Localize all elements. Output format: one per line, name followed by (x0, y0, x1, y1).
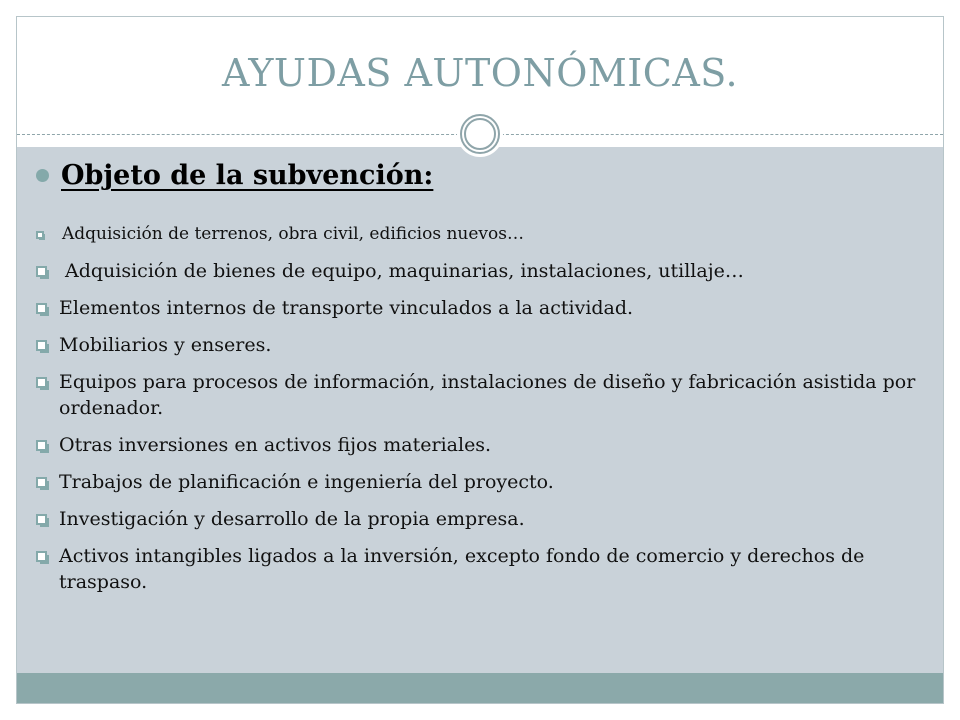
square-bullet-icon (36, 551, 47, 562)
square-bullet-icon (36, 303, 47, 314)
square-bullet-icon (36, 514, 47, 525)
list-item-text: Equipos para procesos de información, instalaciones de diseño y fabricación asistida por ordenador. (59, 371, 916, 419)
list-item (36, 221, 916, 247)
list-item-text: Investigación y desarrollo de la propia empresa. (59, 508, 525, 530)
slide-content (36, 160, 916, 606)
list-item-text: Adquisición de terrenos, obra civil, edificios nuevos… (62, 224, 524, 244)
circle-ornament-icon (457, 111, 503, 157)
list-item-text: Elementos internos de transporte vinculados a la actividad. (59, 297, 634, 319)
list-item-text: Mobiliarios y enseres. (59, 334, 272, 356)
list-item-text: Activos intangibles ligados a la inversión, excepto fondo de comercio y derechos de traspaso. (59, 545, 865, 593)
square-bullet-icon (36, 477, 47, 488)
list-item-text: Adquisición de bienes de equipo, maquinarias, instalaciones, utillaje… (65, 260, 744, 282)
list-item (36, 258, 916, 284)
list-item (36, 469, 916, 495)
list-item (36, 432, 916, 458)
square-bullet-icon (36, 231, 44, 239)
list-item (36, 295, 916, 321)
list-item (36, 369, 916, 421)
list-item (36, 543, 916, 595)
round-bullet-icon (36, 169, 49, 182)
square-bullet-icon (36, 377, 47, 388)
list-item-text: Trabajos de planificación e ingeniería del proyecto. (59, 471, 554, 493)
slide-title: AYUDAS AUTONÓMICAS. (221, 51, 739, 95)
footer-bar (17, 673, 943, 703)
square-bullet-icon (36, 340, 47, 351)
section-heading (36, 160, 916, 191)
list-item (36, 332, 916, 358)
circle-ornament-svg (459, 113, 501, 155)
list-item (36, 506, 916, 532)
square-bullet-icon (36, 440, 47, 451)
heading-text: Objeto de la subvención: (61, 160, 434, 191)
list-item-text: Otras inversiones en activos fijos materiales. (59, 434, 492, 456)
item-list (36, 221, 916, 595)
square-bullet-icon (36, 266, 47, 277)
